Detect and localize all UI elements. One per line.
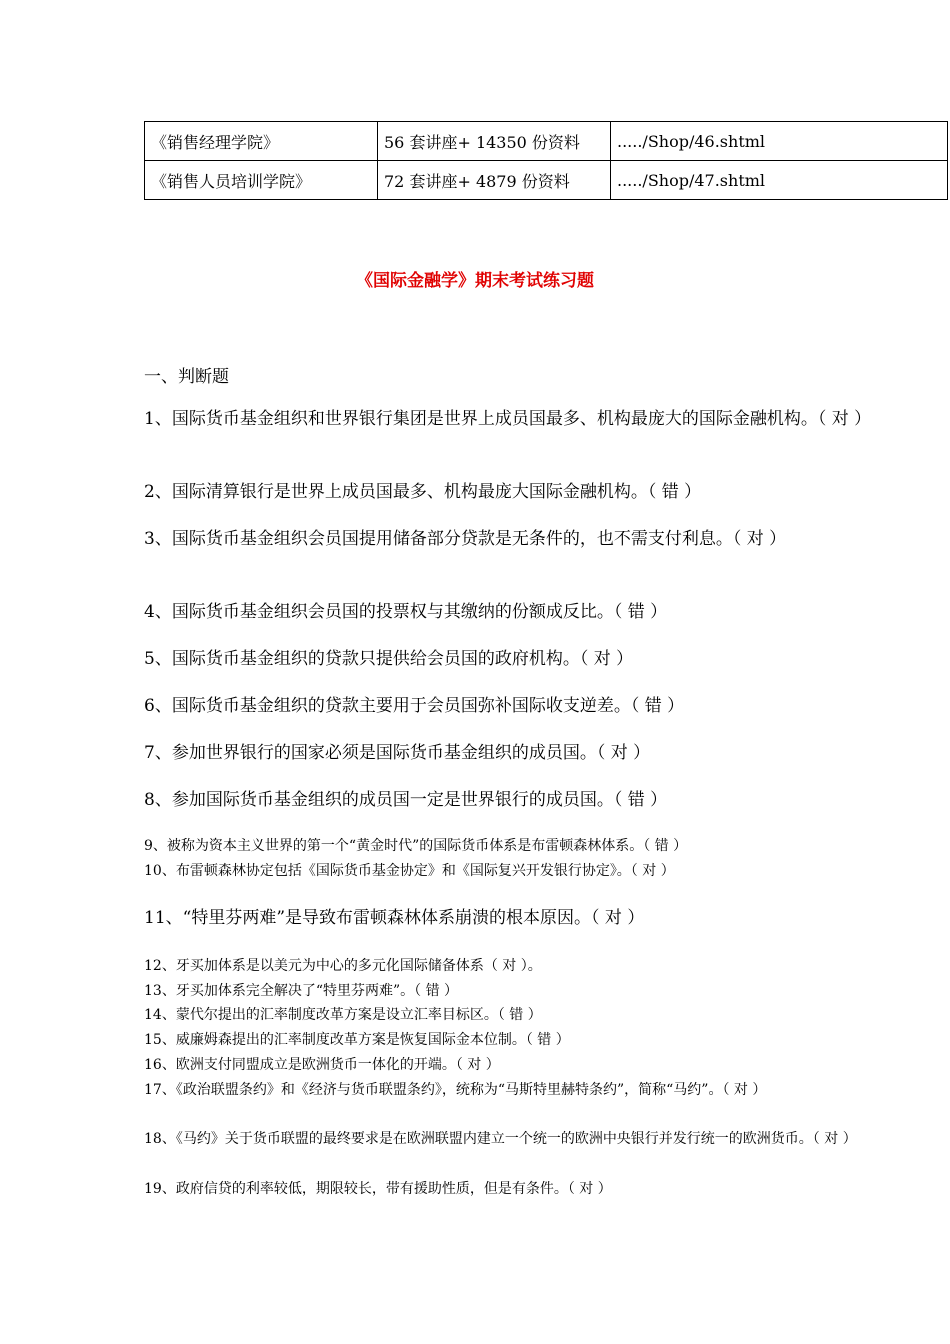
table-row (145, 122, 948, 161)
question-17: 17、《政治联盟条约》和《经济与货币联盟条约》，统称为“马斯特里赫特条约”，简称“马约”。（ 对 ） (144, 1082, 767, 1098)
question-13: 13、牙买加体系完全解决了“特里芬两难”。（ 错 ） (144, 983, 459, 999)
table-cell-link: ...../Shop/46.shtml (611, 122, 948, 161)
question-19: 19、政府信贷的利率较低，期限较长，带有援助性质，但是有条件。（ 对 ） (144, 1181, 612, 1197)
table-cell-name: 《销售人员培训学院》 (145, 161, 378, 200)
question-8: 8、参加国际货币基金组织的成员国一定是世界银行的成员国。（ 错 ） (144, 790, 668, 810)
question-11: 11、“特里芬两难”是导致布雷顿森林体系崩溃的根本原因。（ 对 ） (144, 908, 645, 928)
table-cell-link: ...../Shop/47.shtml (611, 161, 948, 200)
table-cell-count: 56 套讲座+ 14350 份资料 (378, 122, 611, 161)
question-1: 1、国际货币基金组织和世界银行集团是世界上成员国最多、机构最庞大的国际金融机构。（ 对 ） (144, 409, 872, 429)
question-9: 9、被称为资本主义世界的第一个“黄金时代”的国际货币体系是布雷顿森林体系。（ 错 ） (144, 838, 688, 854)
table-cell-count: 72 套讲座+ 4879 份资料 (378, 161, 611, 200)
question-18: 18、《马约》关于货币联盟的最终要求是在欧洲联盟内建立一个统一的欧洲中央银行并发行统一的欧洲货币。（ 对 ） (144, 1131, 857, 1147)
question-5: 5、国际货币基金组织的贷款只提供给会员国的政府机构。（ 对 ） (144, 649, 634, 669)
question-10: 10、布雷顿森林协定包括《国际货币基金协定》和《国际复兴开发银行协定》。（ 对 ） (144, 863, 675, 879)
question-12: 12、牙买加体系是以美元为中心的多元化国际储备体系（ 对 ）。 (144, 958, 542, 974)
table-cell-name: 《销售经理学院》 (145, 122, 378, 161)
resource-table (144, 121, 948, 200)
document-title: 《国际金融学》期末考试练习题 (356, 271, 594, 291)
question-4: 4、国际货币基金组织会员国的投票权与其缴纳的份额成反比。（ 错 ） (144, 602, 668, 622)
question-6: 6、国际货币基金组织的贷款主要用于会员国弥补国际收支逆差。（ 错 ） (144, 696, 685, 716)
question-7: 7、参加世界银行的国家必须是国际货币基金组织的成员国。（ 对 ） (144, 743, 651, 763)
question-16: 16、欧洲支付同盟成立是欧洲货币一体化的开端。（ 对 ） (144, 1057, 500, 1073)
question-3: 3、国际货币基金组织会员国提用储备部分贷款是无条件的，也不需支付利息。（ 对 ） (144, 529, 787, 549)
question-2: 2、国际清算银行是世界上成员国最多、机构最庞大国际金融机构。（ 错 ） (144, 482, 702, 502)
table-row (145, 161, 948, 200)
question-14: 14、蒙代尔提出的汇率制度改革方案是设立汇率目标区。（ 错 ） (144, 1007, 542, 1023)
question-15: 15、威廉姆森提出的汇率制度改革方案是恢复国际金本位制。（ 错 ） (144, 1032, 570, 1048)
section-heading: 一、判断题 (144, 367, 229, 387)
